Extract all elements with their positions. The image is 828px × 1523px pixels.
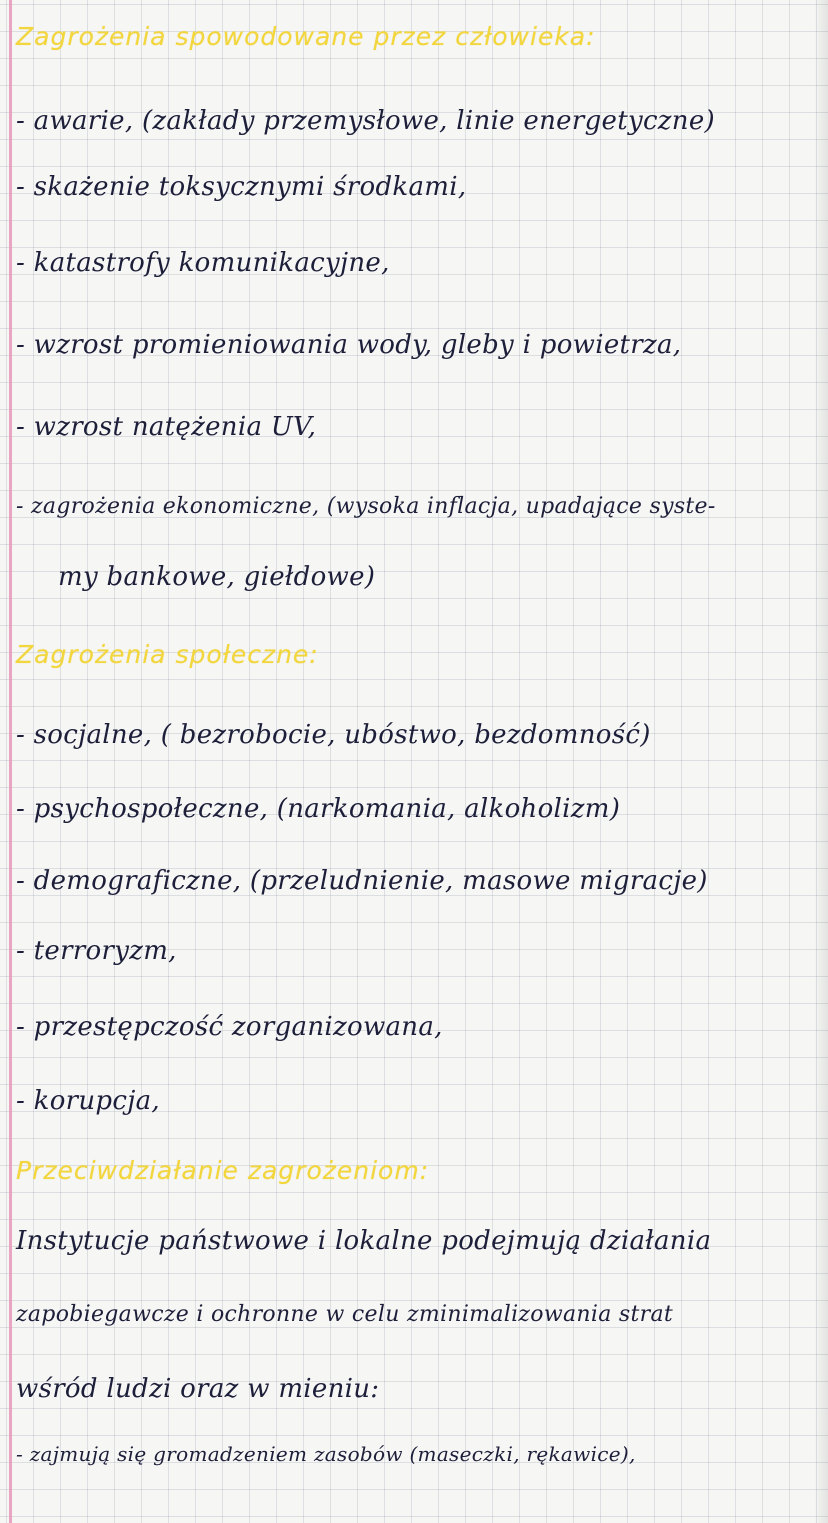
list-item: - awarie, (zakłady przemysłowe, linie energetyczne) [16, 106, 715, 136]
list-item: - terroryzm, [16, 936, 177, 966]
list-item: - skażenie toksycznymi środkami, [16, 172, 467, 202]
list-item: - zagrożenia ekonomiczne, (wysoka inflacja, upadające syste- [16, 494, 716, 519]
list-item: - przestępczość zorganizowana, [16, 1012, 443, 1042]
paragraph-line: zapobiegawcze i ochronne w celu zminimalizowania strat [16, 1302, 674, 1327]
list-item: - wzrost natężenia UV, [16, 412, 317, 442]
paragraph-line: Instytucje państwowe i lokalne podejmują działania [16, 1226, 712, 1256]
list-item: - wzrost promieniowania wody, gleby i powietrza, [16, 330, 682, 360]
list-item: - psychospołeczne, (narkomania, alkoholizm) [16, 794, 621, 824]
heading-counteracting-threats: Przeciwdziałanie zagrożeniom: [16, 1156, 430, 1185]
list-item: - demograficzne, (przeludnienie, masowe migracje) [16, 866, 708, 896]
list-item: - zajmują się gromadzeniem zasobów (maseczki, rękawice), [16, 1442, 636, 1466]
page-edge-shadow [814, 0, 828, 1523]
heading-human-threats: Zagrożenia spowodowane przez człowieka: [16, 22, 596, 51]
heading-social-threats: Zagrożenia społeczne: [16, 640, 319, 669]
list-item: - korupcja, [16, 1086, 160, 1116]
paragraph-line: wśród ludzi oraz w mieniu: [16, 1374, 380, 1404]
list-item: - katastrofy komunikacyjne, [16, 248, 390, 278]
list-item-continuation: my bankowe, giełdowe) [58, 562, 376, 592]
list-item: - socjalne, ( bezrobocie, ubóstwo, bezdomność) [16, 720, 651, 750]
margin-line [9, 0, 12, 1523]
